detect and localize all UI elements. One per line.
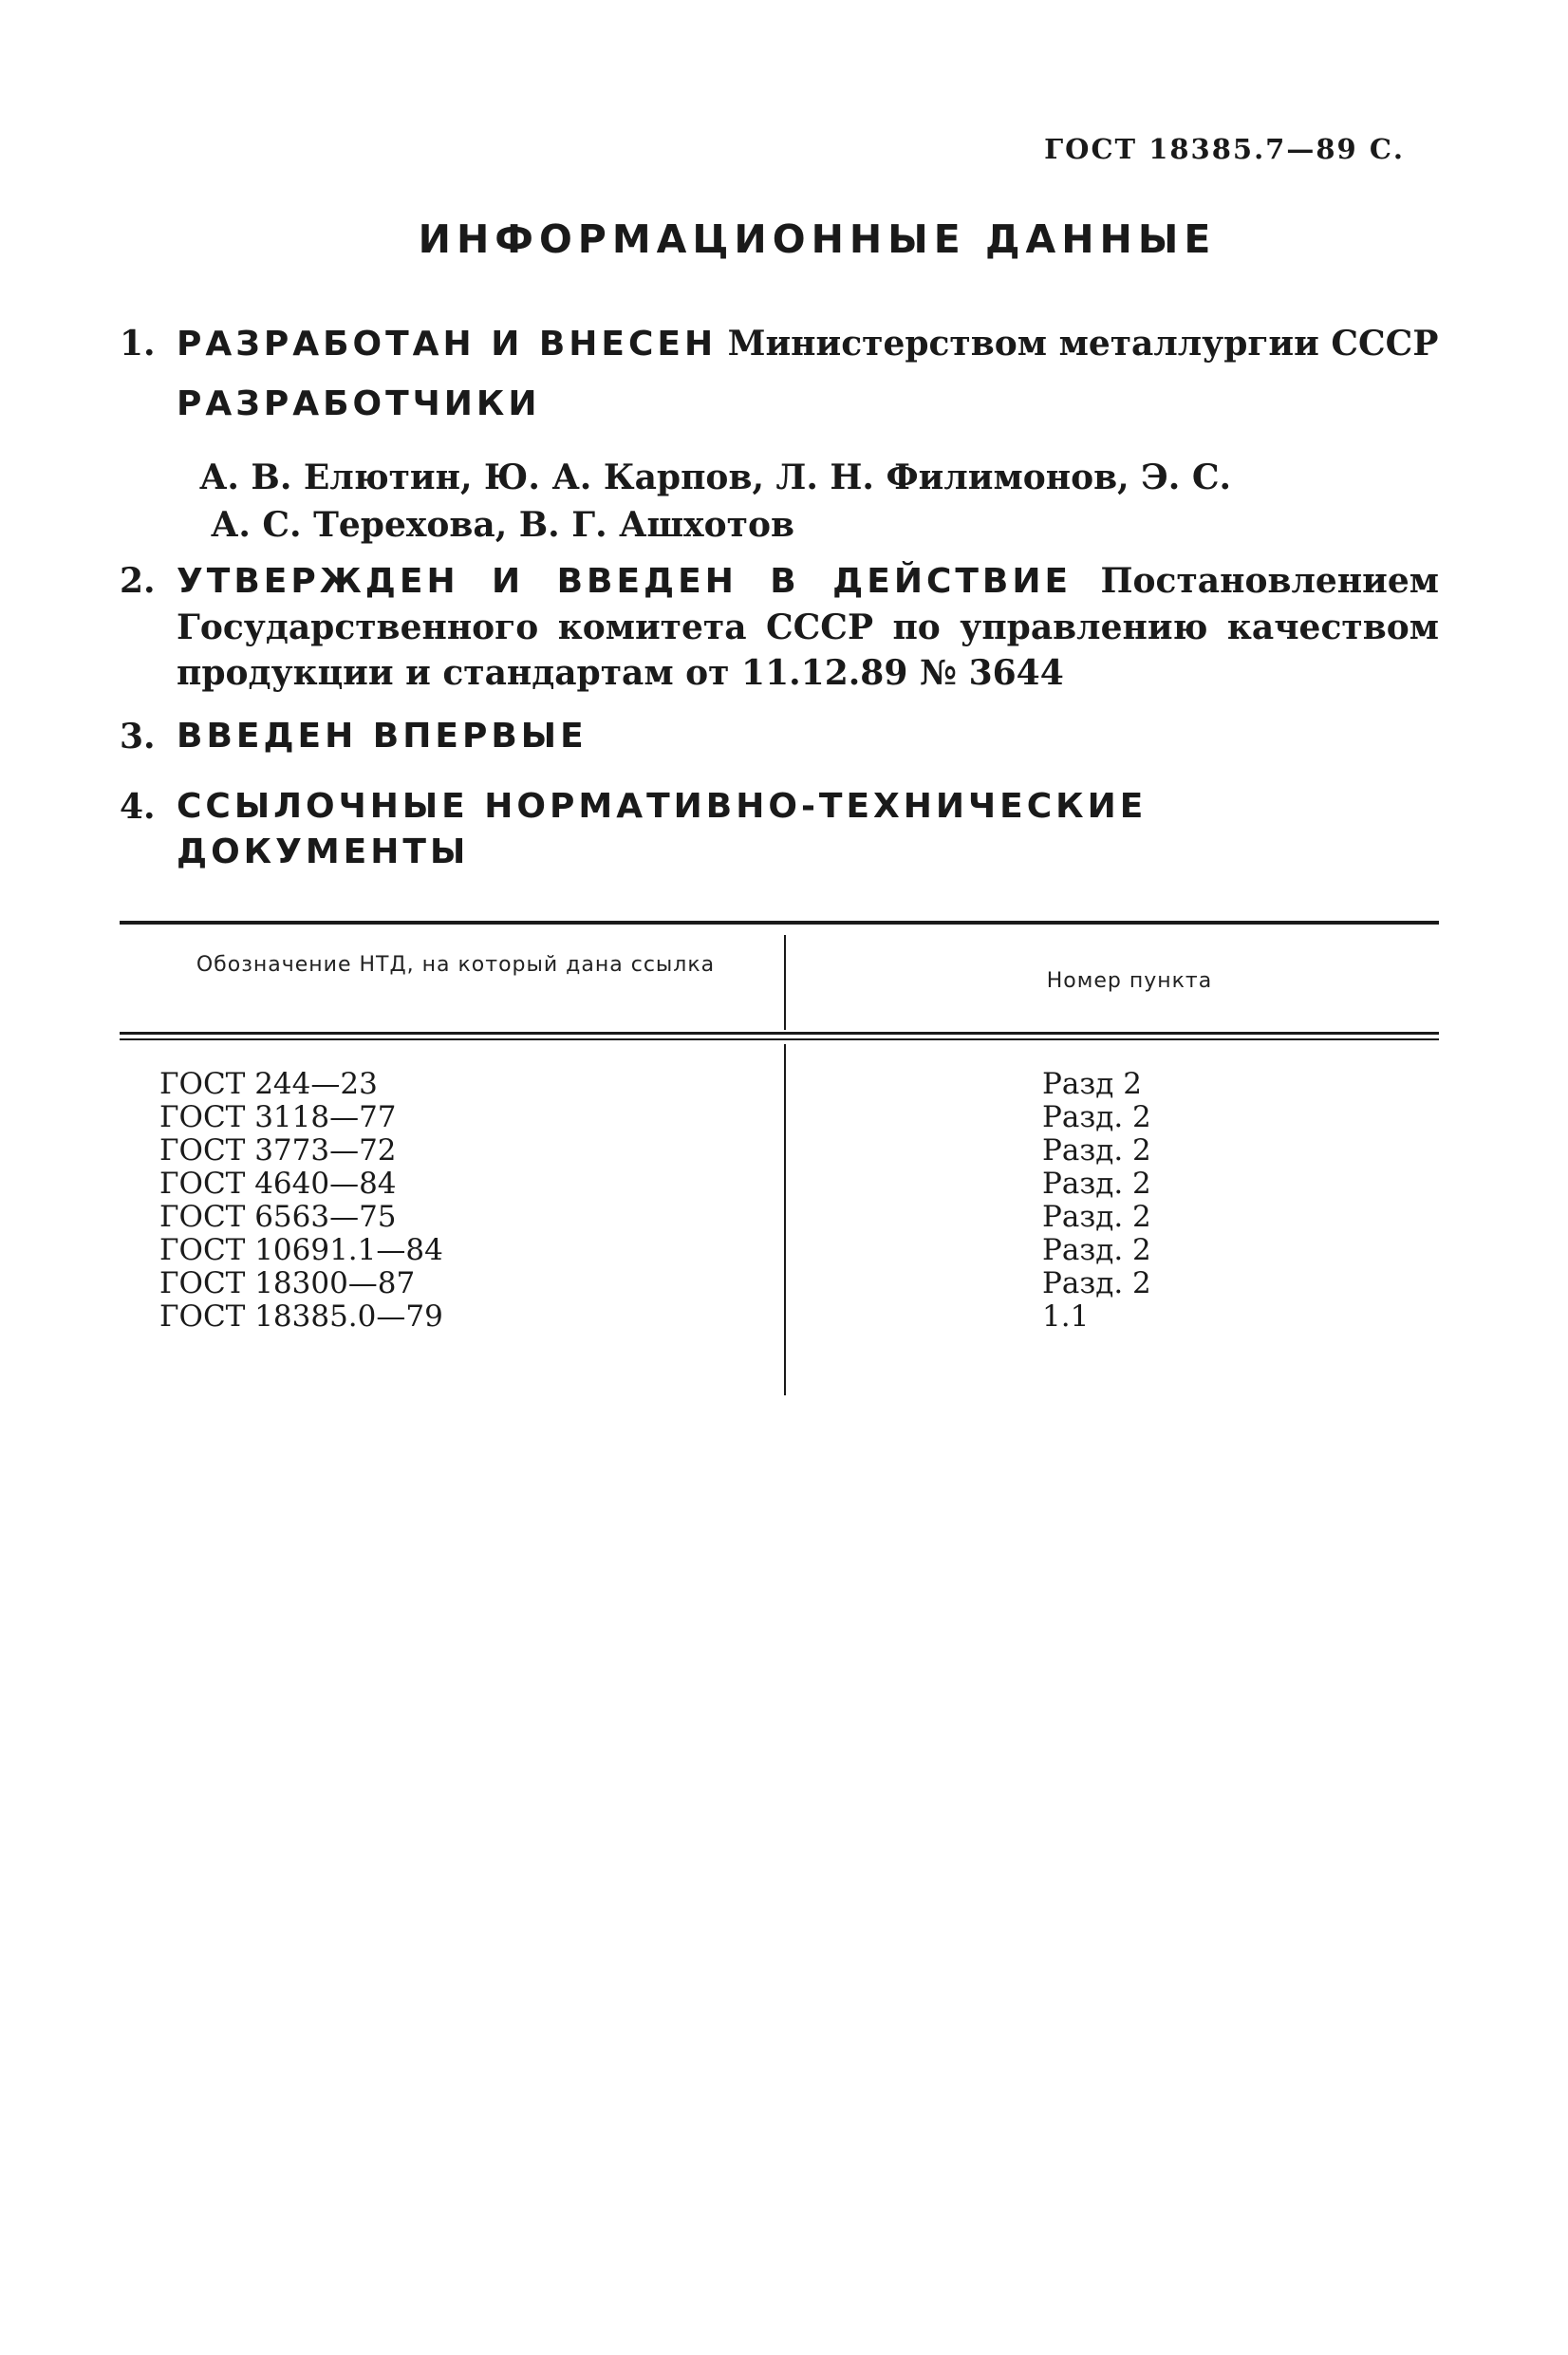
table-cell-ntd: ГОСТ 244—23 [159, 1067, 378, 1101]
table-cell-clause: Разд 2 [1042, 1067, 1142, 1101]
page-title: ИНФОРМАЦИОННЫЕ ДАННЫЕ [418, 216, 1217, 262]
table-column-clause [1042, 1068, 1151, 1334]
item-number: 3. [120, 717, 156, 757]
developers-line: А. В. Елютин, Ю. А. Карпов, Л. Н. Филимонов, Э. С. [199, 458, 1232, 497]
item-text: Постановлением Государственного комитета СССР по управлению качеством продукции и стандартам от 11.12.89 № 3644 [177, 561, 1439, 693]
standard-reference: ГОСТ 18385.7—89 С. [1044, 133, 1405, 165]
item-3 [120, 714, 1439, 759]
item-lead: РАЗРАБОТАН И ВНЕСЕН [177, 325, 718, 364]
table-header-ntd: Обозначение НТД, на который дана ссылка [196, 953, 716, 977]
developers-list [199, 454, 1386, 549]
table-header-rule [120, 1032, 1439, 1035]
item-lead: ССЫЛОЧНЫЕ НОРМАТИВНО-ТЕХНИЧЕСКИЕ ДОКУМЕНТЫ [177, 787, 1148, 871]
table-cell-ntd: ГОСТ 18385.0—79 [159, 1299, 443, 1334]
table-cell-clause: Разд. 2 [1042, 1133, 1151, 1168]
item-4 [120, 784, 1439, 875]
developers-line: А. С. Терехова, В. Г. Ашхотов [211, 505, 794, 545]
table-top-rule [120, 921, 1439, 925]
item-lead: ВВЕДЕН ВПЕРВЫЕ [177, 717, 588, 756]
table-cell-clause: Разд. 2 [1042, 1167, 1151, 1201]
table-header-rule [120, 1038, 1439, 1040]
table-cell-ntd: ГОСТ 18300—87 [159, 1266, 416, 1300]
table-column-ntd [159, 1068, 443, 1334]
table-header-divider [784, 935, 786, 1030]
table-cell-clause: Разд. 2 [1042, 1266, 1151, 1300]
item-lead: УТВЕРЖДЕН И ВВЕДЕН В ДЕЙСТВИЕ [177, 562, 1073, 601]
item-1 [120, 321, 1439, 367]
table-cell-ntd: ГОСТ 10691.1—84 [159, 1233, 443, 1267]
table-cell-clause: Разд. 2 [1042, 1100, 1151, 1134]
table-column-divider [784, 1044, 786, 1395]
table-cell-clause: Разд. 2 [1042, 1233, 1151, 1267]
developers-heading: РАЗРАБОТЧИКИ [177, 384, 541, 423]
item-number: 2. [120, 561, 156, 601]
table-cell-ntd: ГОСТ 6563—75 [159, 1200, 397, 1234]
item-number: 4. [120, 787, 156, 827]
item-text: Министерством металлургии СССР [727, 324, 1439, 364]
table-cell-clause: 1.1 [1042, 1299, 1090, 1334]
table-cell-clause: Разд. 2 [1042, 1200, 1151, 1234]
table-cell-ntd: ГОСТ 4640—84 [159, 1167, 397, 1201]
item-2 [120, 558, 1439, 696]
table-cell-ntd: ГОСТ 3773—72 [159, 1133, 397, 1168]
table-cell-ntd: ГОСТ 3118—77 [159, 1100, 397, 1134]
table-header-clause: Номер пункта [1046, 969, 1213, 993]
item-number: 1. [120, 324, 156, 364]
